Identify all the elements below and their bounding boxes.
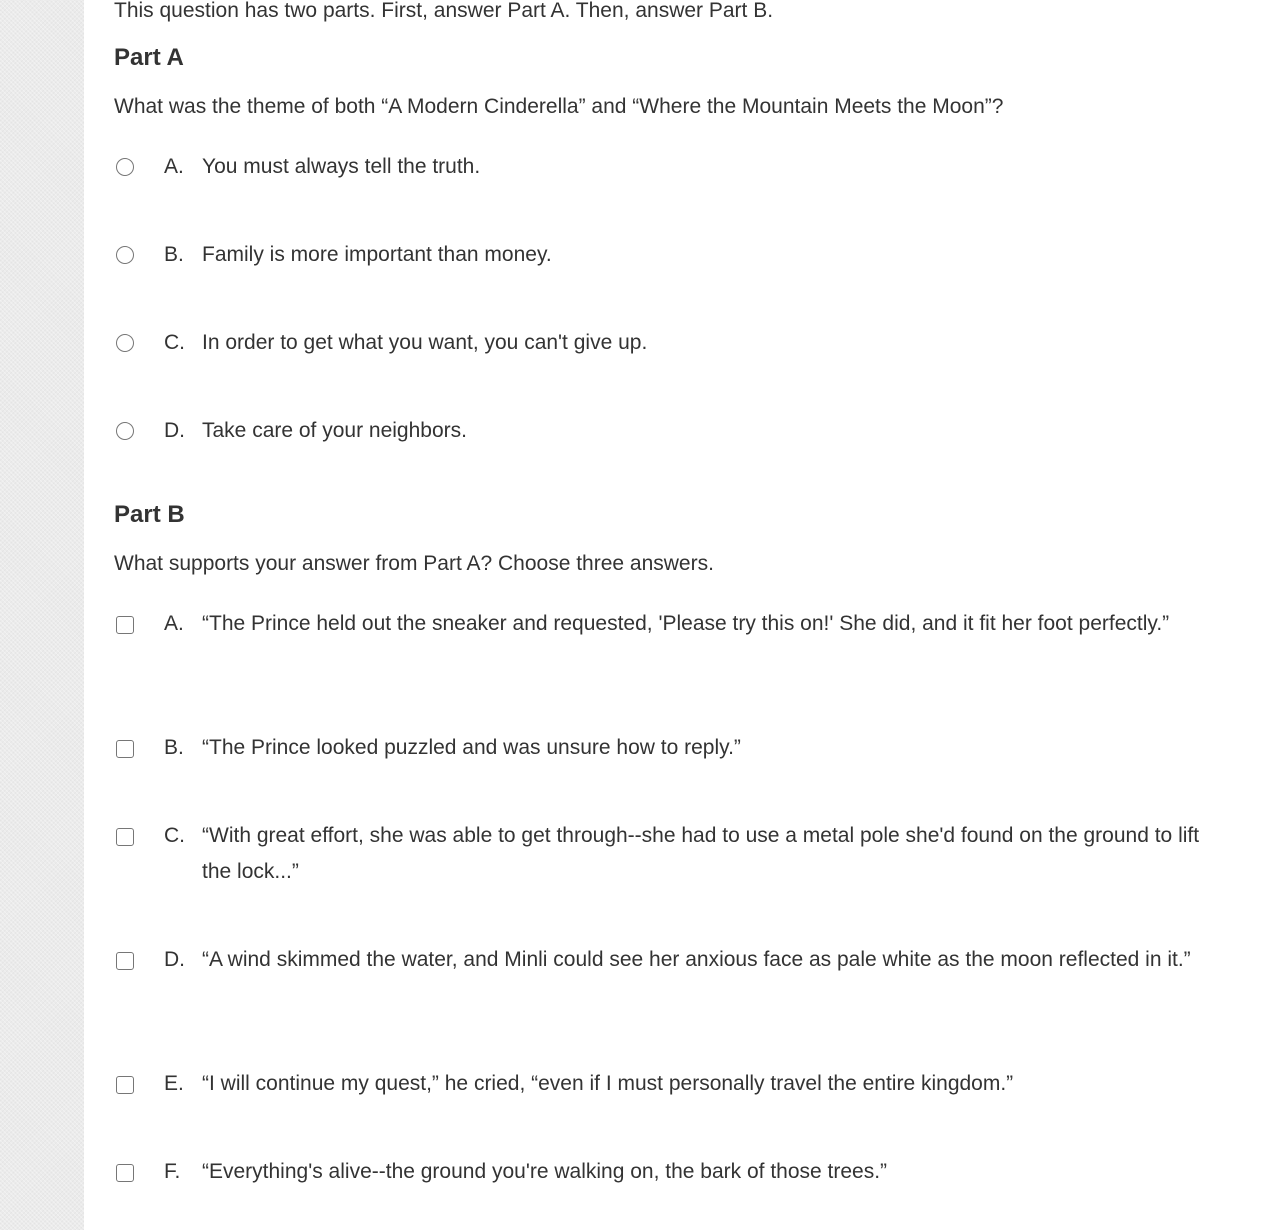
option-letter: A.: [164, 612, 184, 635]
checkbox[interactable]: [116, 952, 134, 970]
option-text: In order to get what you want, you can't give up.: [202, 331, 648, 354]
part-b-prompt: What supports your answer from Part A? Choose three answers.: [114, 552, 714, 575]
question-intro: This question has two parts. First, answer Part A. Then, answer Part B.: [114, 0, 774, 22]
radio-button[interactable]: [116, 334, 134, 352]
checkbox[interactable]: [116, 616, 134, 634]
option-text: Family is more important than money.: [202, 243, 552, 266]
option-letter: E.: [164, 1072, 184, 1095]
left-gutter: [0, 0, 84, 1230]
option-text: “The Prince looked puzzled and was unsure how to reply.”: [202, 736, 741, 759]
option-letter: B.: [164, 736, 184, 759]
checkbox[interactable]: [116, 1164, 134, 1182]
option-letter: D.: [164, 948, 185, 971]
checkbox[interactable]: [116, 740, 134, 758]
checkbox[interactable]: [116, 828, 134, 846]
option-text: Take care of your neighbors.: [202, 419, 467, 442]
option-text: “A wind skimmed the water, and Minli could see her anxious face as pale white as the moon reflected in it.”: [202, 948, 1191, 971]
radio-button[interactable]: [116, 246, 134, 264]
option-text: You must always tell the truth.: [202, 155, 481, 178]
option-letter: F.: [164, 1160, 181, 1183]
option-text: “With great effort, she was able to get through--she had to use a metal pole she'd found on the ground to lift the lock...”: [202, 824, 1200, 883]
option-letter: A.: [164, 155, 184, 178]
radio-button[interactable]: [116, 158, 134, 176]
part-b-title: Part B: [114, 501, 185, 528]
option-letter: B.: [164, 243, 184, 266]
option-letter: D.: [164, 419, 185, 442]
option-text: “The Prince held out the sneaker and requested, 'Please try this on!' She did, and it fit her foot perfectly.”: [202, 612, 1170, 635]
checkbox[interactable]: [116, 1076, 134, 1094]
option-letter: C.: [164, 331, 185, 354]
option-text: “Everything's alive--the ground you're walking on, the bark of those trees.”: [202, 1160, 888, 1183]
radio-button[interactable]: [116, 422, 134, 440]
part-a-prompt: What was the theme of both “A Modern Cinderella” and “Where the Mountain Meets the Moon”?: [114, 95, 1004, 118]
option-text: “I will continue my quest,” he cried, “even if I must personally travel the entire kingdom.”: [202, 1072, 1014, 1095]
option-letter: C.: [164, 824, 185, 847]
part-a-title: Part A: [114, 44, 184, 71]
